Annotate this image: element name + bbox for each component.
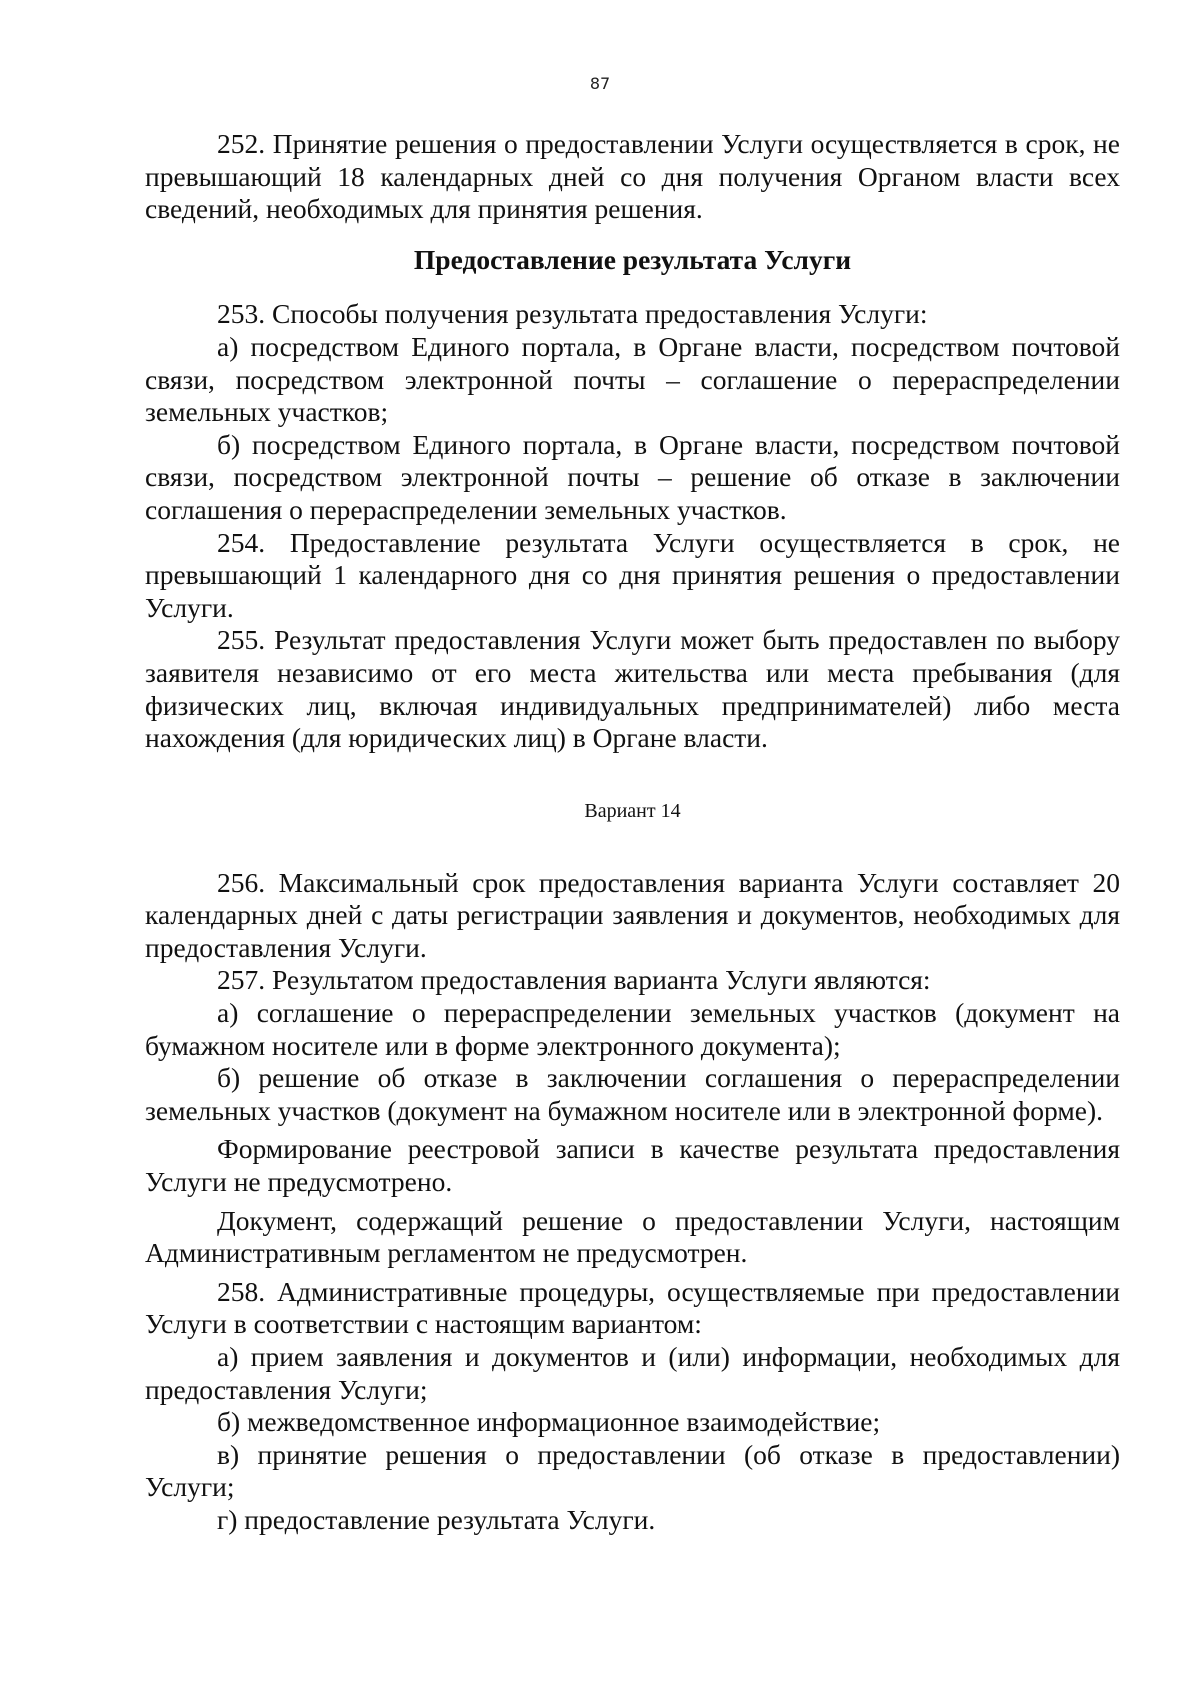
paragraph-258-v: в) принятие решения о предоставлении (об отказе в предоставлении) Услуги; — [145, 1438, 1120, 1503]
paragraph-258-a: а) прием заявления и документов и (или) информации, необходимых для предоставления Услуги; — [145, 1341, 1120, 1405]
paragraph-registry: Формирование реестровой записи в качестве результата предоставления Услуги не предусмотрено. — [145, 1133, 1120, 1198]
paragraph-document: Документ, содержащий решение о предоставлении Услуги, настоящим Административным регламентом не предусмотрен. — [145, 1204, 1120, 1269]
page-number: 87 — [589, 74, 611, 93]
paragraph-253-b: б) посредством Единого портала, в Органе власти, посредством почтовой связи, посредством электронной почты – решение об отказе в заключении соглашения о перераспределении земельных участков. — [145, 428, 1120, 525]
variant-title: Вариант 14 — [584, 799, 681, 822]
paragraph-255: 255. Результат предоставления Услуги может быть предоставлен по выбору заявителя независимо от его места жительства или места пребывания (для физических лиц, включая индивидуальных предпринимателей) либо места нахождения (для юридических лиц) в Органе власти. — [145, 624, 1120, 754]
paragraph-256: 256. Максимальный срок предоставления варианта Услуги составляет 20 календарных дней с даты регистрации заявления и документов, необходимых для предоставления Услуги. — [145, 866, 1120, 963]
paragraph-253-a: а) посредством Единого портала, в Органе власти, посредством почтовой связи, посредством электронной почты – соглашение о перераспределении земельных участков; — [145, 330, 1120, 428]
paragraph-254: 254. Предоставление результата Услуги осуществляется в срок, не превышающий 1 календарного дня со дня принятия решения о предоставлении Услуги. — [145, 526, 1120, 623]
paragraph-253: 253. Способы получения результата предоставления Услуги: — [217, 298, 928, 330]
paragraph-258: 258. Административные процедуры, осуществляемые при предоставлении Услуги в соответствии с настоящим вариантом: — [145, 1275, 1120, 1340]
paragraph-258-g: г) предоставление результата Услуги. — [217, 1503, 656, 1535]
paragraph-257-b: б) решение об отказе в заключении соглашения о перераспределении земельных участков (документ на бумажном носителе или в электронной форме). — [145, 1062, 1120, 1126]
paragraph-258-b: б) межведомственное информационное взаимодействие; — [217, 1406, 881, 1438]
document-body — [145, 128, 1120, 1537]
paragraph-252: 252. Принятие решения о предоставлении Услуги осуществляется в срок, не превышающий 18 календарных дней со дня получения Органом власти всех сведений, необходимых для принятия решения. — [145, 128, 1120, 225]
section-heading-result: Предоставление результата Услуги — [413, 243, 852, 275]
paragraph-257-a: а) соглашение о перераспределении земельных участков (документ на бумажном носителе или в форме электронного документа); — [145, 997, 1120, 1061]
paragraph-257: 257. Результатом предоставления варианта Услуги являются: — [217, 964, 931, 996]
